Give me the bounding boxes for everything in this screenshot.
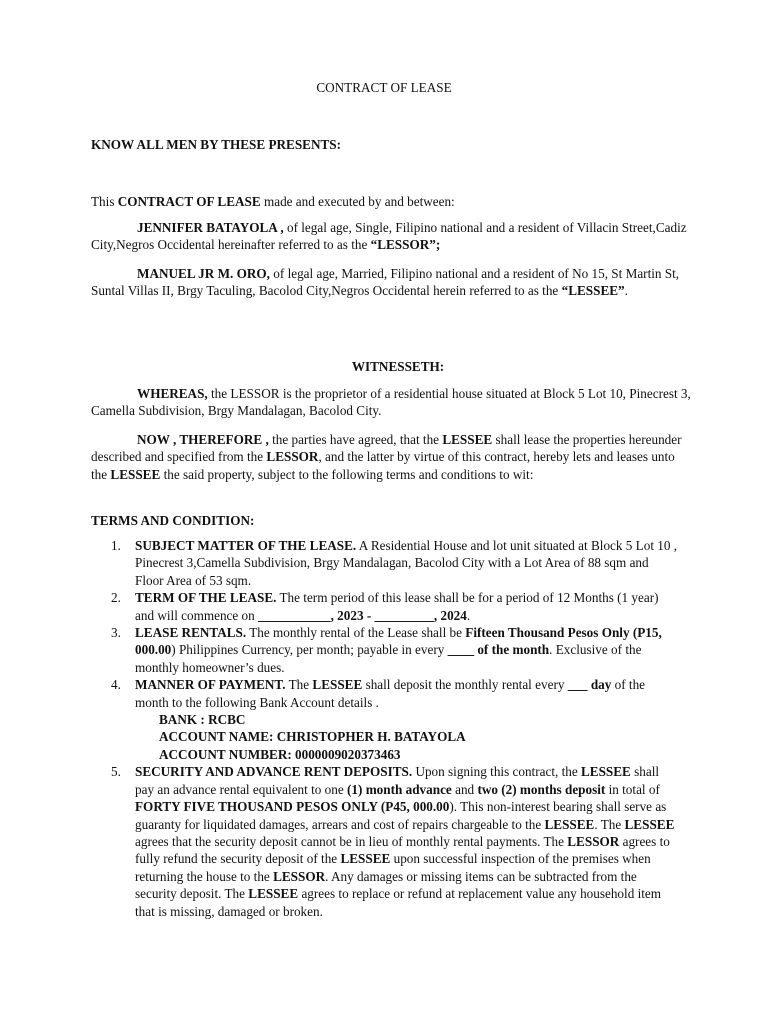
term-number: 1. — [111, 538, 121, 553]
lessor-paragraph: JENNIFER BATAYOLA , of legal age, Single, Filipino national and a resident of Villacin Street,Cadiz City,Negros Occidental hereinafter referred to as the “LESSOR”; — [91, 220, 687, 253]
term-item-lease-rentals: 3. LEASE RENTALS. The monthly rental of the Lease shall be Fifteen Thousand Pesos Only (P15, 000.00) Philippines Currency, per month; payable in every ____ of the month. Exclusive of the monthly homeowner’s dues. — [111, 625, 662, 675]
term-item-term-of-lease: 2. TERM OF THE LEASE. The term period of this lease shall be for a period of 12 Months (1 year) and will commence on ___________, 2023 - _________, 2024. — [111, 590, 659, 623]
bank-name: BANK : RCBC — [159, 712, 246, 728]
know-all-heading: KNOW ALL MEN BY THESE PRESENTS: — [91, 137, 342, 152]
term-number: 3. — [111, 625, 121, 641]
term-item-manner-of-payment: 4. MANNER OF PAYMENT. The LESSEE shall deposit the monthly rental every ___ day of the month to the following Bank Account details . BANK : RCBC ACCOUNT NAME: CHRISTOPHER H. BATAYOLA ACCOUNT NUMBER: 0000009020373463 — [135, 676, 680, 763]
whereas-paragraph: WHEREAS, the LESSOR is the proprietor of a residential house situated at Block 5 Lot 10, Pinecrest 3, Camella Subdivision, Brgy Mandalagan, Bacolod City. — [91, 386, 691, 419]
lessee-paragraph: MANUEL JR M. ORO, of legal age, Married, Filipino national and a resident of No 15, St Martin St, Suntal Villas II, Brgy Taculing, Bacolod City,Negros Occidental herein referred to as the “LESSEE”. — [91, 266, 680, 299]
account-name: ACCOUNT NAME: CHRISTOPHER H. BATAYOLA — [159, 729, 466, 745]
witnesseth-heading: WITNESSETH: — [351, 359, 445, 374]
now-therefore-paragraph: NOW , THEREFORE , the parties have agreed, that the LESSEE shall lease the properties hereunder described and specified from the LESSOR, and the latter by virtue of this contract, hereby lets and leases unto the LESSEE the said property, subject to the following terms and conditions to wit: — [91, 432, 682, 482]
document-title: CONTRACT OF LEASE — [316, 80, 452, 95]
terms-heading: TERMS AND CONDITION: — [91, 513, 255, 528]
intro-paragraph: This CONTRACT OF LEASE made and executed by and between: — [91, 194, 455, 209]
terms-list — [111, 537, 680, 920]
account-number: ACCOUNT NUMBER: 0000009020373463 — [159, 746, 401, 762]
term-number: 2. — [111, 590, 121, 606]
term-item-subject-matter: 1. SUBJECT MATTER OF THE LEASE. A Residential House and lot unit situated at Block 5 Lot 10 , Pinecrest 3,Camella Subdivision, Brgy Mandalagan, Bacolod City with a Lot Area of 88 sqm and Floor Area of 53 sqm. — [111, 538, 678, 588]
term-item-security-deposits: 5. SECURITY AND ADVANCE RENT DEPOSITS. Upon signing this contract, the LESSEE shall pay an advance rental equivalent to one (1) month advance and two (2) months deposit in total of FORTY FIVE THOUSAND PESOS ONLY (P45, 000.00). This non-interest bearing shall serve as guaranty for liquidated damages, arrears and cost of repairs chargeable to the LESSEE. The LESSEE agrees that the security deposit cannot be in lieu of monthly rental payments. The LESSOR agrees to fully refund the security deposit of the LESSEE upon successful inspection of the premises when returning the house to the LESSOR. Any damages or missing items can be subtracted from the security deposit. The LESSEE agrees to replace or refund at replacement value any household item that is missing, damaged or broken. — [111, 764, 675, 919]
term-number: 4. — [111, 677, 121, 693]
term-number: 5. — [111, 764, 121, 780]
